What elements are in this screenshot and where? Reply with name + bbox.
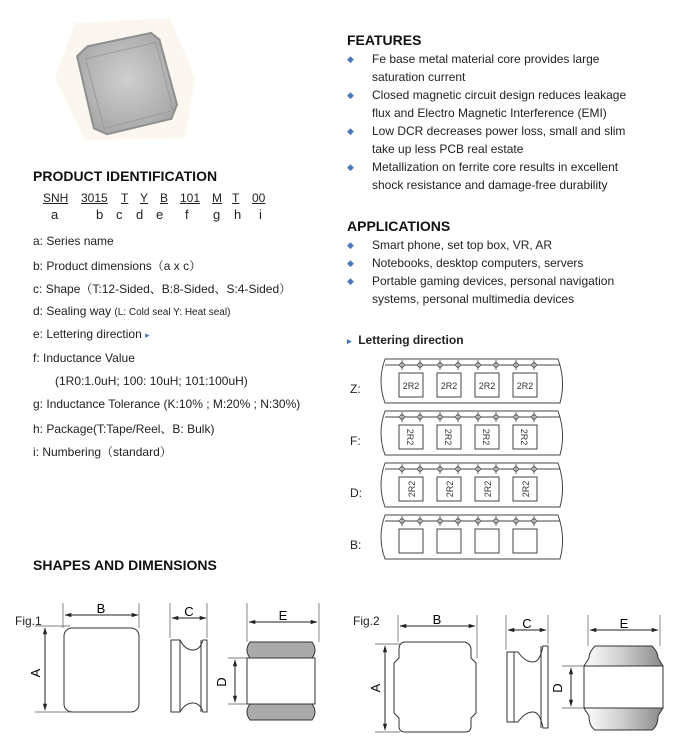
application-line: systems, personal multimedia devices [372, 292, 575, 306]
code-part: M [212, 191, 222, 205]
fig2-drawing [340, 600, 676, 751]
component-marking: 2R2 [405, 428, 415, 446]
definition-key: a: [33, 234, 44, 248]
bullet-icon: ◆ [347, 240, 354, 250]
tape-row-label: D: [350, 486, 362, 500]
product-identification-title: PRODUCT IDENTIFICATION [33, 168, 218, 184]
dim-label-b: B [432, 612, 442, 627]
code-letter: g [213, 207, 221, 222]
feature-line: Fe base metal material core provides large [372, 52, 600, 66]
definition-text: (1R0:1.0uH; 100: 10uH; 101:100uH) [55, 374, 248, 388]
component-outline [475, 529, 499, 553]
shapes-title: SHAPES AND DIMENSIONS [33, 557, 217, 573]
bullet-icon: ◆ [347, 126, 354, 136]
definition-item [33, 420, 214, 437]
definition-note: (L: Cold seal Y: Heat seal) [114, 307, 231, 318]
dim-label-d: D [214, 677, 229, 687]
features-title: FEATURES [347, 32, 422, 48]
definition-key: h: [33, 422, 44, 436]
tape-row-label: Z: [350, 382, 361, 396]
code-letter: f [185, 207, 189, 222]
tape-row-label: F: [350, 434, 361, 448]
code-letter: a [51, 207, 59, 222]
code-part: 3015 [81, 191, 108, 205]
dim-label-a: A [368, 683, 383, 693]
component-outline [513, 529, 537, 553]
definition-key: c: [33, 282, 43, 296]
code-part: 101 [180, 191, 201, 205]
definition-text: Sealing way [46, 304, 112, 318]
definition-item [33, 234, 114, 248]
tape-row [350, 463, 563, 507]
definition-item [33, 327, 150, 341]
component-marking: 2R2 [440, 381, 458, 391]
dim-label-a: A [28, 668, 43, 678]
component-outline [399, 529, 423, 553]
definition-text: Shape（T:12-Sided、B:8-Sided、S:4-Sided） [45, 282, 292, 296]
product-photo [55, 18, 200, 143]
component-marking: 2R2 [483, 480, 493, 498]
lettering-direction-title: Lettering direction [358, 333, 464, 347]
dim-label-d: D [550, 683, 565, 693]
code-letter: d [136, 207, 144, 222]
lettering-direction-heading [347, 333, 464, 347]
fig2-label: Fig.2 [353, 614, 380, 628]
dim-label-e: E [278, 608, 288, 623]
definition-key: f: [33, 351, 40, 365]
fig1-top-view [64, 628, 139, 712]
arrow-right-icon: ▸ [347, 336, 352, 346]
feature-line: saturation current [372, 70, 466, 84]
code-letter: e [156, 207, 164, 222]
component-marking: 2R2 [521, 480, 531, 498]
dim-label-c: C [522, 616, 532, 631]
tape-row [350, 411, 563, 455]
feature-line: shock resistance and damage-free durability [372, 178, 608, 192]
dim-label-c: C [184, 604, 194, 619]
component-marking: 2R2 [516, 381, 534, 391]
definition-item [33, 280, 291, 297]
definition-key: e: [33, 327, 44, 341]
tape-diagrams [340, 355, 580, 580]
code-part: T [121, 191, 129, 205]
code-part: SNH [43, 191, 69, 205]
definition-item [33, 397, 300, 411]
code-letter: i [259, 207, 262, 222]
bullet-icon: ◆ [347, 162, 354, 172]
definition-text: Product dimensions（a x c） [46, 259, 202, 273]
application-line: Notebooks, desktop computers, servers [372, 256, 584, 270]
component-marking: 2R2 [445, 480, 455, 498]
bullet-icon: ◆ [347, 258, 354, 268]
definition-text: Lettering direction [46, 327, 142, 341]
code-letter: h [234, 207, 242, 222]
code-part: 00 [252, 191, 266, 205]
definition-text: Inductance Tolerance (K:10% ; M:20% ; N:30%) [46, 397, 301, 411]
definition-text: Package(T:Tape/Reel、B: Bulk) [46, 422, 215, 436]
component-marking: 2R2 [478, 381, 496, 391]
definition-text: Numbering（standard） [42, 445, 172, 459]
component-marking: 2R2 [481, 428, 491, 446]
arrow-right-icon: ▸ [145, 330, 150, 340]
component-marking: 2R2 [519, 428, 529, 446]
bullet-icon: ◆ [347, 276, 354, 286]
definition-item [33, 443, 172, 460]
dim-label-e: E [619, 616, 629, 631]
bullet-icon: ◆ [347, 90, 354, 100]
fig1-drawing [0, 600, 340, 751]
definition-key: d: [33, 304, 44, 318]
code-part: T [232, 191, 240, 205]
application-line: Portable gaming devices, personal navigation [372, 274, 615, 288]
fig2-svg [340, 600, 676, 746]
tape-row [350, 515, 563, 559]
applications-title: APPLICATIONS [347, 218, 451, 234]
definition-item [33, 304, 230, 318]
code-letter: c [116, 207, 123, 222]
application-line: Smart phone, set top box, VR, AR [372, 238, 553, 252]
feature-line: take up less PCB real estate [372, 142, 524, 156]
component-marking: 2R2 [402, 381, 420, 391]
code-part: Y [140, 191, 149, 205]
definition-key: g: [33, 397, 44, 411]
definition-text: Inductance Value [43, 351, 135, 365]
feature-line: Metallization on ferrite core results in excellent [372, 160, 619, 174]
feature-line: flux and Electro Magnetic Interference (EMI) [372, 106, 607, 120]
component-marking: 2R2 [443, 428, 453, 446]
definition-item [55, 374, 248, 388]
component-marking: 2R2 [407, 480, 417, 498]
fig1-svg [0, 600, 340, 746]
definition-item [33, 351, 135, 365]
bullet-icon: ◆ [347, 54, 354, 64]
definition-text: Series name [46, 234, 114, 248]
feature-line: Low DCR decreases power loss, small and slim [372, 124, 626, 138]
dim-label-b: B [96, 601, 106, 616]
tape-row-label: B: [350, 538, 362, 552]
definition-key: b: [33, 259, 44, 273]
component-outline [437, 529, 461, 553]
feature-line: Closed magnetic circuit design reduces leakage [372, 88, 627, 102]
code-letter: b [96, 207, 104, 222]
definition-key: i: [33, 445, 39, 459]
code-part: B [160, 191, 169, 205]
fig1-label: Fig.1 [15, 614, 42, 628]
tape-row [350, 359, 563, 403]
definition-item [33, 257, 201, 274]
